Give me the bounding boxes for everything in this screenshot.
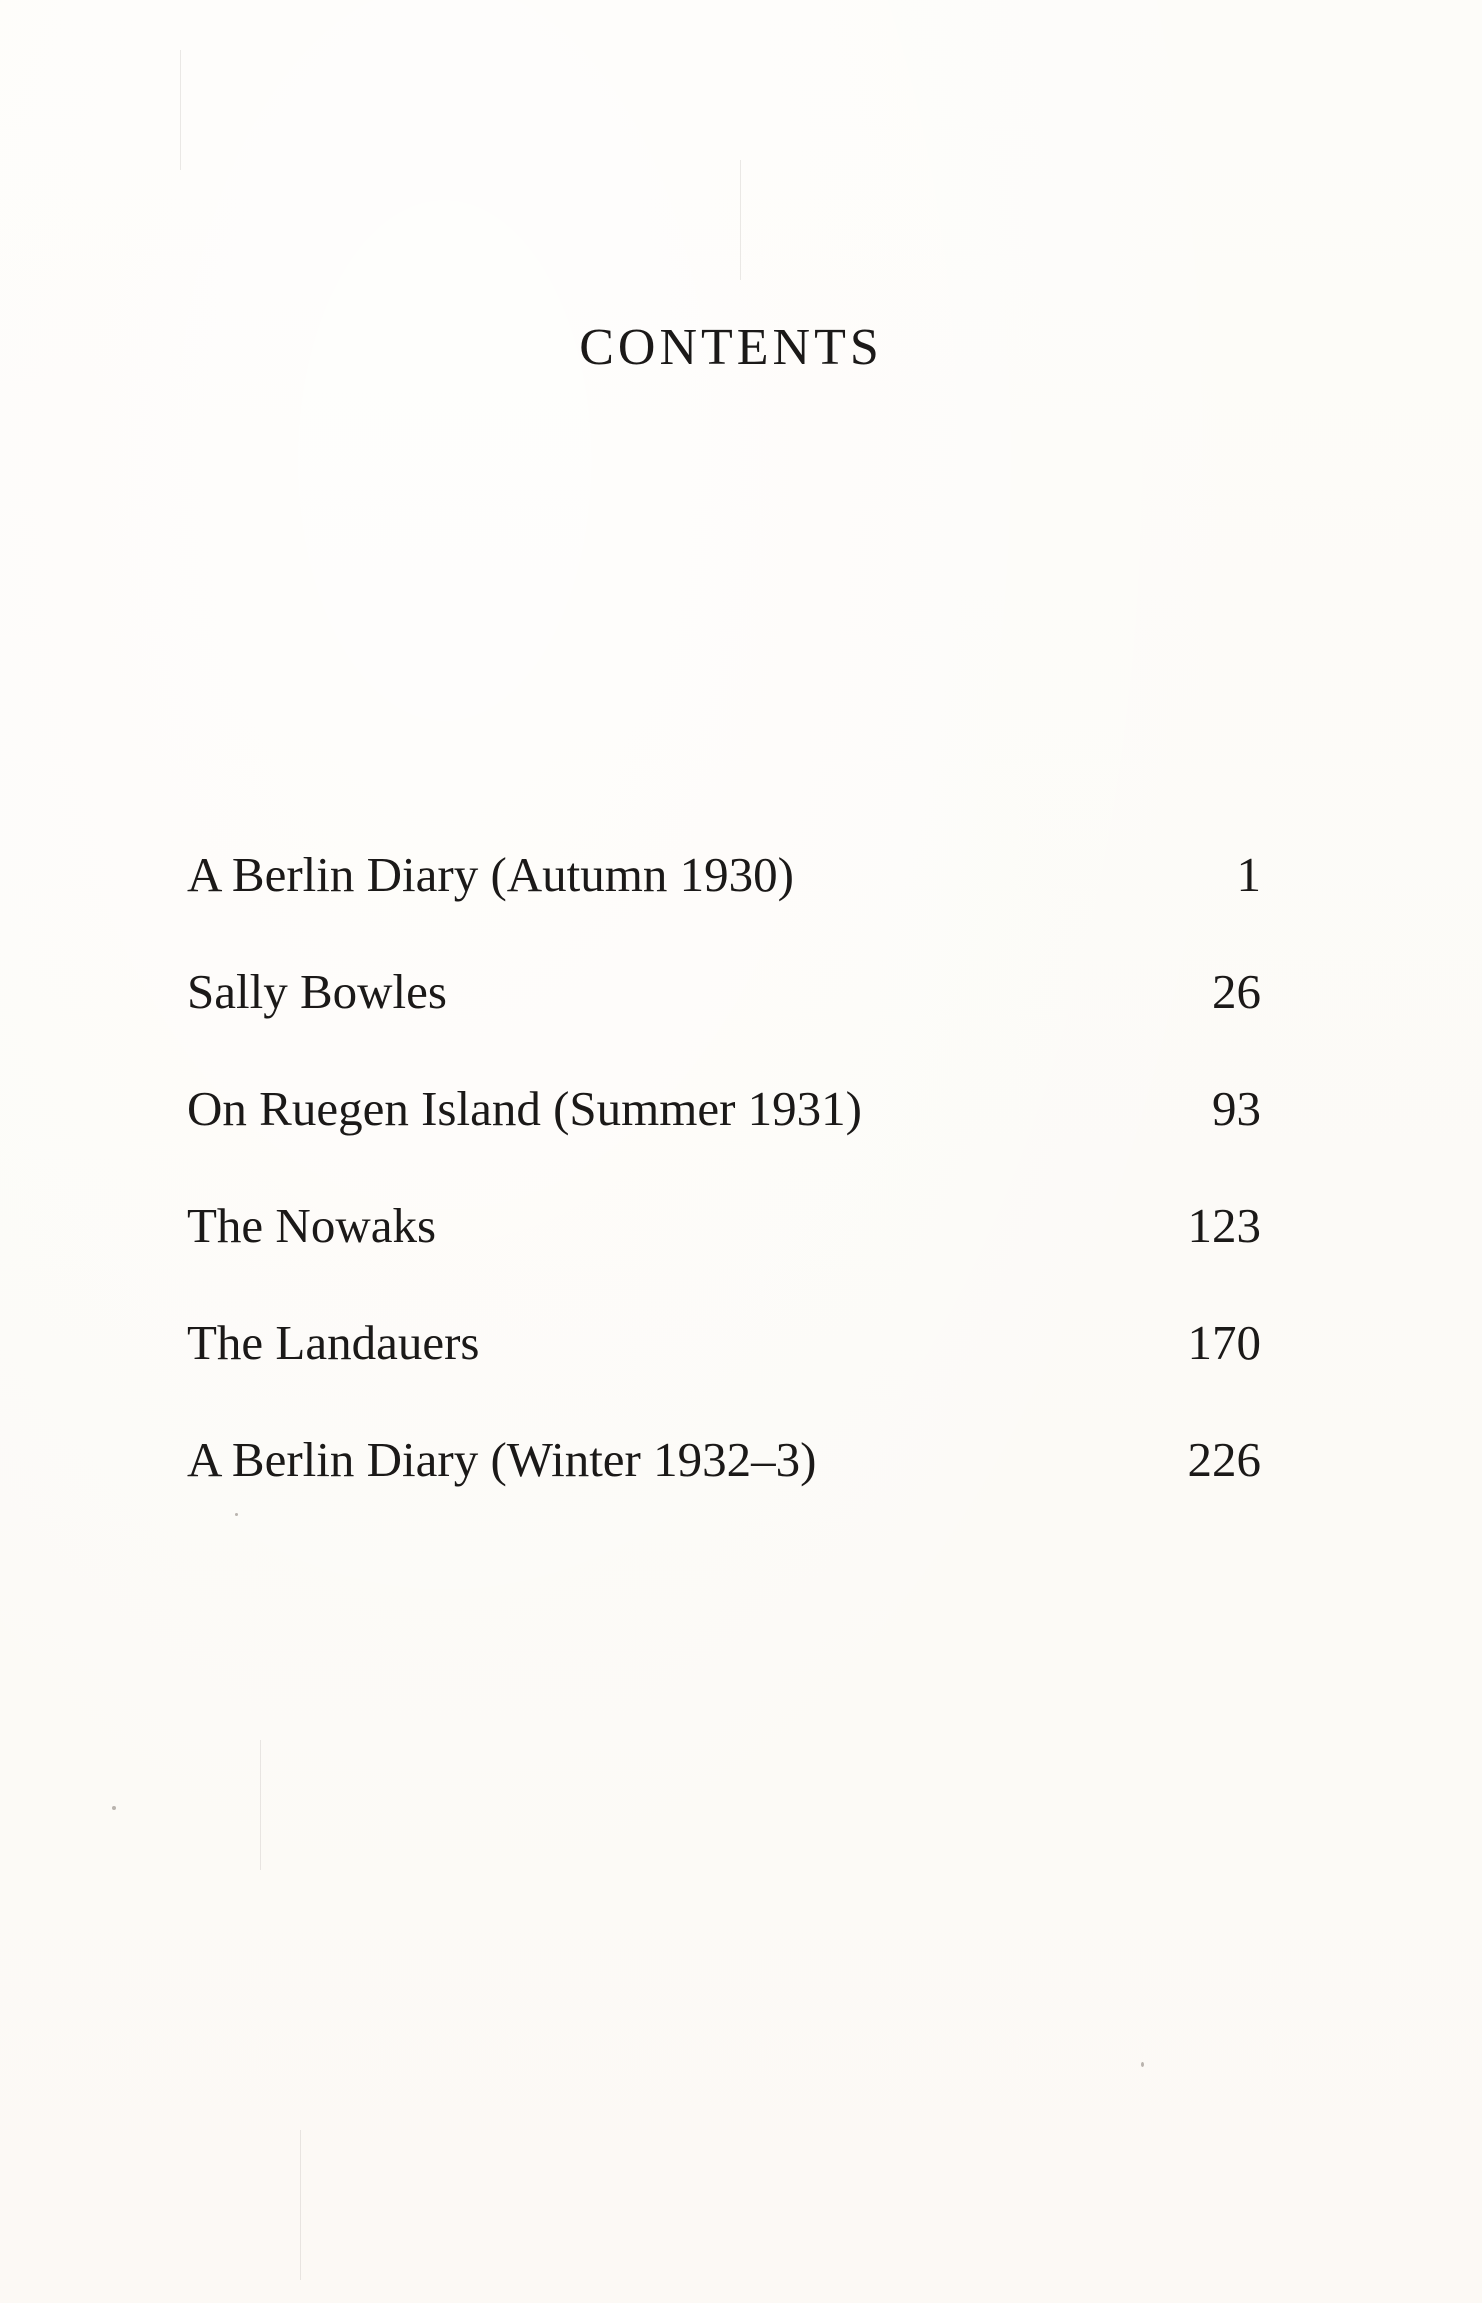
toc-entry bbox=[187, 1196, 1261, 1313]
toc-entry-page: 226 bbox=[1187, 1432, 1261, 1487]
toc-entry-page: 123 bbox=[1187, 1198, 1261, 1253]
toc-entry bbox=[187, 1079, 1261, 1196]
toc-entry bbox=[187, 1430, 1261, 1547]
toc-entry-title: A Berlin Diary (Winter 1932–3) bbox=[187, 1432, 817, 1487]
toc-entry-page: 26 bbox=[1212, 964, 1261, 1019]
table-of-contents bbox=[187, 845, 1261, 1547]
toc-entry-title: A Berlin Diary (Autumn 1930) bbox=[187, 847, 794, 902]
toc-entry-page: 1 bbox=[1236, 847, 1261, 902]
toc-entry-title: On Ruegen Island (Summer 1931) bbox=[187, 1081, 862, 1136]
paper-scratch bbox=[180, 50, 181, 170]
toc-entry-title: Sally Bowles bbox=[187, 964, 447, 1019]
toc-entry bbox=[187, 962, 1261, 1079]
toc-entry bbox=[187, 845, 1261, 962]
page-title: CONTENTS bbox=[579, 319, 883, 376]
toc-entry-page: 93 bbox=[1212, 1081, 1261, 1136]
paper-scratch bbox=[740, 160, 741, 280]
toc-entry-title: The Nowaks bbox=[187, 1198, 437, 1253]
toc-entry-title: The Landauers bbox=[187, 1315, 480, 1370]
paper-scratch bbox=[300, 2130, 301, 2280]
paper-scratch bbox=[260, 1740, 261, 1870]
paper-speck bbox=[1141, 2062, 1144, 2067]
toc-entry bbox=[187, 1313, 1261, 1430]
paper-speck bbox=[112, 1806, 116, 1810]
toc-entry-page: 170 bbox=[1187, 1315, 1261, 1370]
